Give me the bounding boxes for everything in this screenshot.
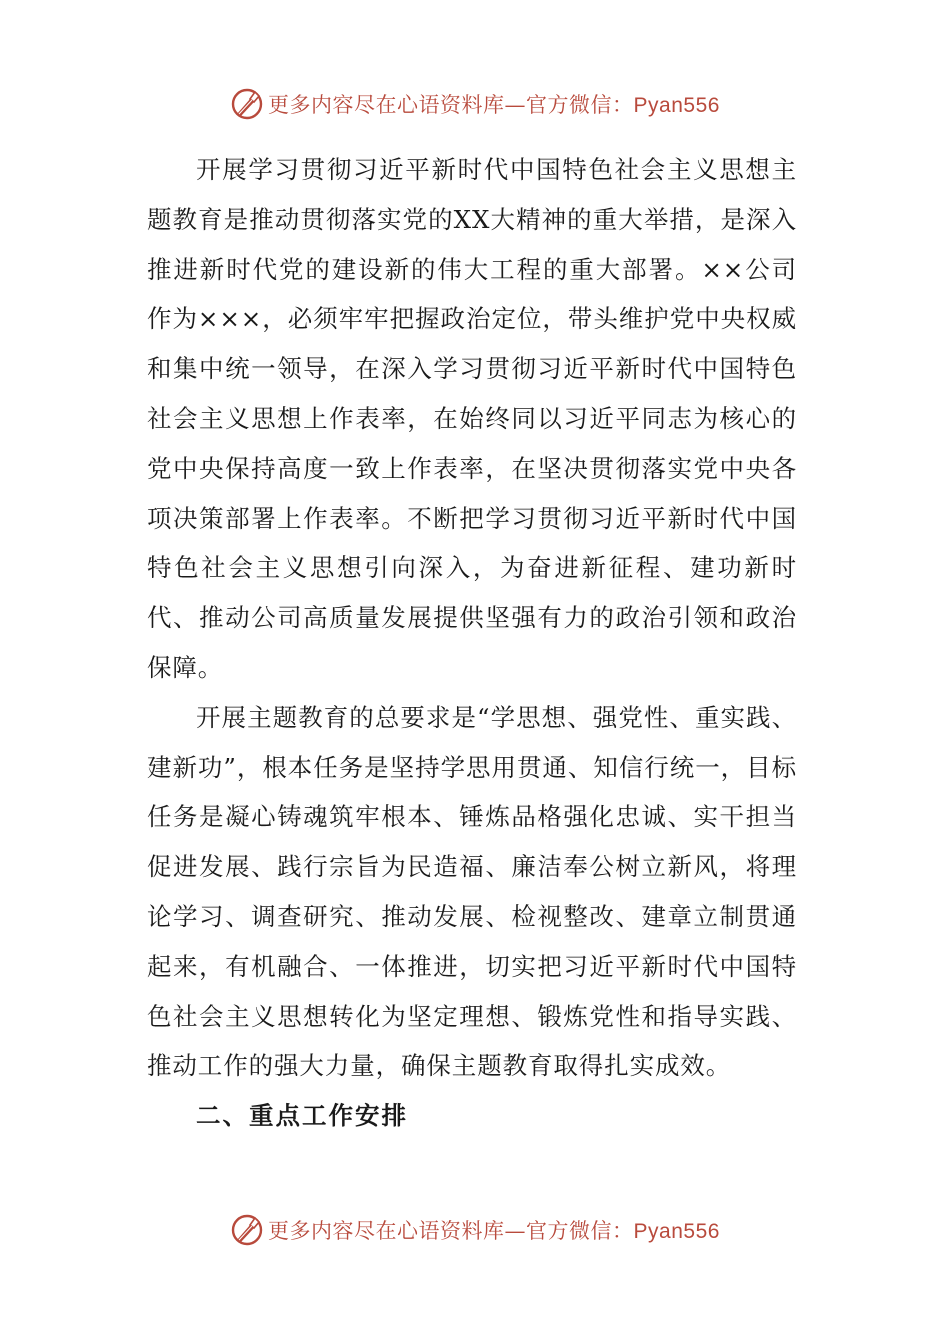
section-heading: 二、重点工作安排: [196, 1101, 408, 1131]
body-paragraph-1: 开展学习贯彻习近平新时代中国特色社会主义思想主题教育是推动贯彻落实党的XX大精神的重大举措，是深入推进新时代党的建设新的伟大工程的重大部署。××公司作为×××，必须牢牢把握政治定位，带头维护党中央权威和集中统一领导，在深入学习贯彻习近平新时代中国特色社会主义思想上作表率，在始终同以习近平同志为核心的党中央保持高度一致上作表率，在坚决贯彻落实党中央各项决策部署上作表率。不断把学习贯彻习近平新时代中国特色社会主义思想引向深入，为奋进新征程、建功新时代、推动公司高质量发展提供坚强有力的政治引领和政治保障。: [147, 155, 797, 682]
footer-watermark-banner: [0, 1210, 950, 1250]
document-body: [147, 145, 797, 1141]
pen-nib-logo-icon: [230, 87, 264, 121]
wechat-id: Pyan556: [633, 94, 720, 117]
watermark-text: 更多内容尽在心语资料库—官方微信：Pyan556: [268, 1219, 720, 1243]
header-watermark-banner: [0, 84, 950, 124]
pen-nib-logo-icon: [230, 1213, 264, 1247]
body-paragraph-2: 开展主题教育的总要求是“学思想、强党性、重实践、建新功”，根本任务是坚持学思用贯通、知信行统一，目标任务是凝心铸魂筑牢根本、锤炼品格强化忠诚、实干担当促进发展、践行宗旨为民造福、廉洁奉公树立新风，将理论学习、调查研究、推动发展、检视整改、建章立制贯通起来，有机融合、一体推进，切实把习近平新时代中国特色社会主义思想转化为坚定理想、锻炼党性和指导实践、推动工作的强大力量，确保主题教育取得扎实成效。: [147, 702, 797, 1081]
wechat-id: Pyan556: [633, 1220, 720, 1243]
watermark-text: 更多内容尽在心语资料库—官方微信：Pyan556: [268, 93, 720, 117]
